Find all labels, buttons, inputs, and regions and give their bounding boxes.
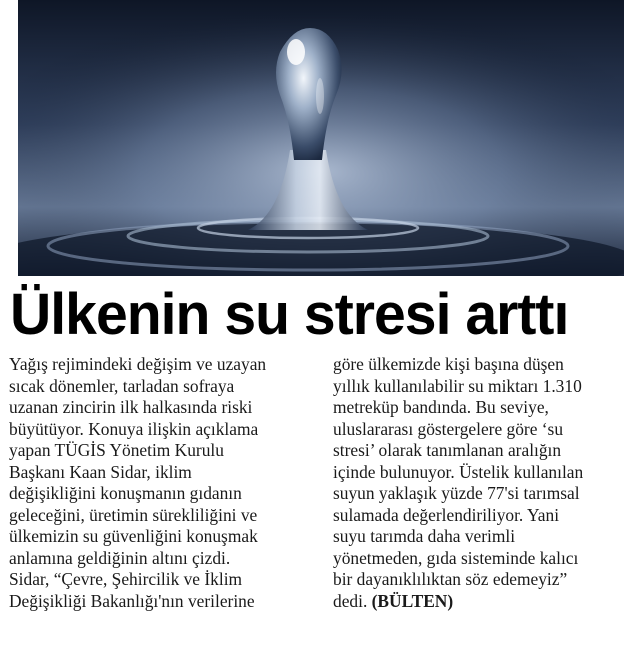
body-line: Değişikliği Bakanlığı'nın verilerine bbox=[9, 590, 255, 611]
body-line: Sidar, “Çevre, Şehircilik ve İklim bbox=[9, 569, 243, 589]
body-line: suyu tarımda daha verimli bbox=[333, 526, 516, 546]
body-line: yıllık kullanılabilir su miktarı 1.310 bbox=[333, 375, 582, 396]
body-line: uluslararası göstergelere göre ‘su bbox=[333, 418, 564, 439]
body-line: yönetmeden, gıda sisteminde kalıcı bbox=[333, 547, 579, 568]
body-line: büyütüyor. Konuya ilişkin açıklama bbox=[9, 418, 259, 439]
body-line-last bbox=[333, 591, 623, 613]
body-line: yapan TÜGİS Yönetim Kurulu bbox=[9, 440, 224, 460]
body-line: stresi’ olarak tanımlanan aralığın bbox=[333, 440, 562, 460]
body-line: geleceğini, üretimin sürekliliğini ve bbox=[9, 504, 258, 525]
body-line: değişikliğini konuşmanın gıdanın bbox=[9, 483, 242, 503]
body-line: sulamada değerlendiriliyor. Yani bbox=[333, 504, 560, 525]
article-body-left-column bbox=[9, 354, 299, 612]
body-line: metreküp bandında. Bu seviye, bbox=[333, 397, 549, 417]
body-line: göre ülkemizde kişi başına düşen bbox=[333, 354, 564, 374]
water-drop-illustration bbox=[18, 0, 624, 276]
body-line: Başkanı Kaan Sidar, iklim bbox=[9, 461, 192, 482]
body-line: ülkemizin su güvenliğini konuşmak bbox=[9, 526, 258, 546]
source-signature: (BÜLTEN) bbox=[371, 590, 454, 611]
body-line: içinde bulunuyor. Üstelik kullanılan bbox=[333, 461, 584, 482]
body-line: anlamına geldiğinin altını çizdi. bbox=[9, 547, 231, 568]
body-line: bir dayanıklılıktan söz edemeyiz” bbox=[333, 569, 568, 589]
body-line: Yağış rejimindeki değişim ve uzayan bbox=[9, 354, 267, 374]
body-line: sıcak dönemler, tarladan sofraya bbox=[9, 375, 235, 396]
article-body-right-column bbox=[333, 354, 623, 612]
body-line: uzanan zincirin ilk halkasında riski bbox=[9, 397, 253, 417]
water-drop-photo bbox=[18, 0, 624, 276]
body-line: suyun yaklaşık yüzde 77'si tarımsal bbox=[333, 483, 580, 503]
closing-text: dedi. bbox=[333, 590, 372, 611]
article-headline: Ülkenin su stresi arttı bbox=[10, 282, 569, 347]
